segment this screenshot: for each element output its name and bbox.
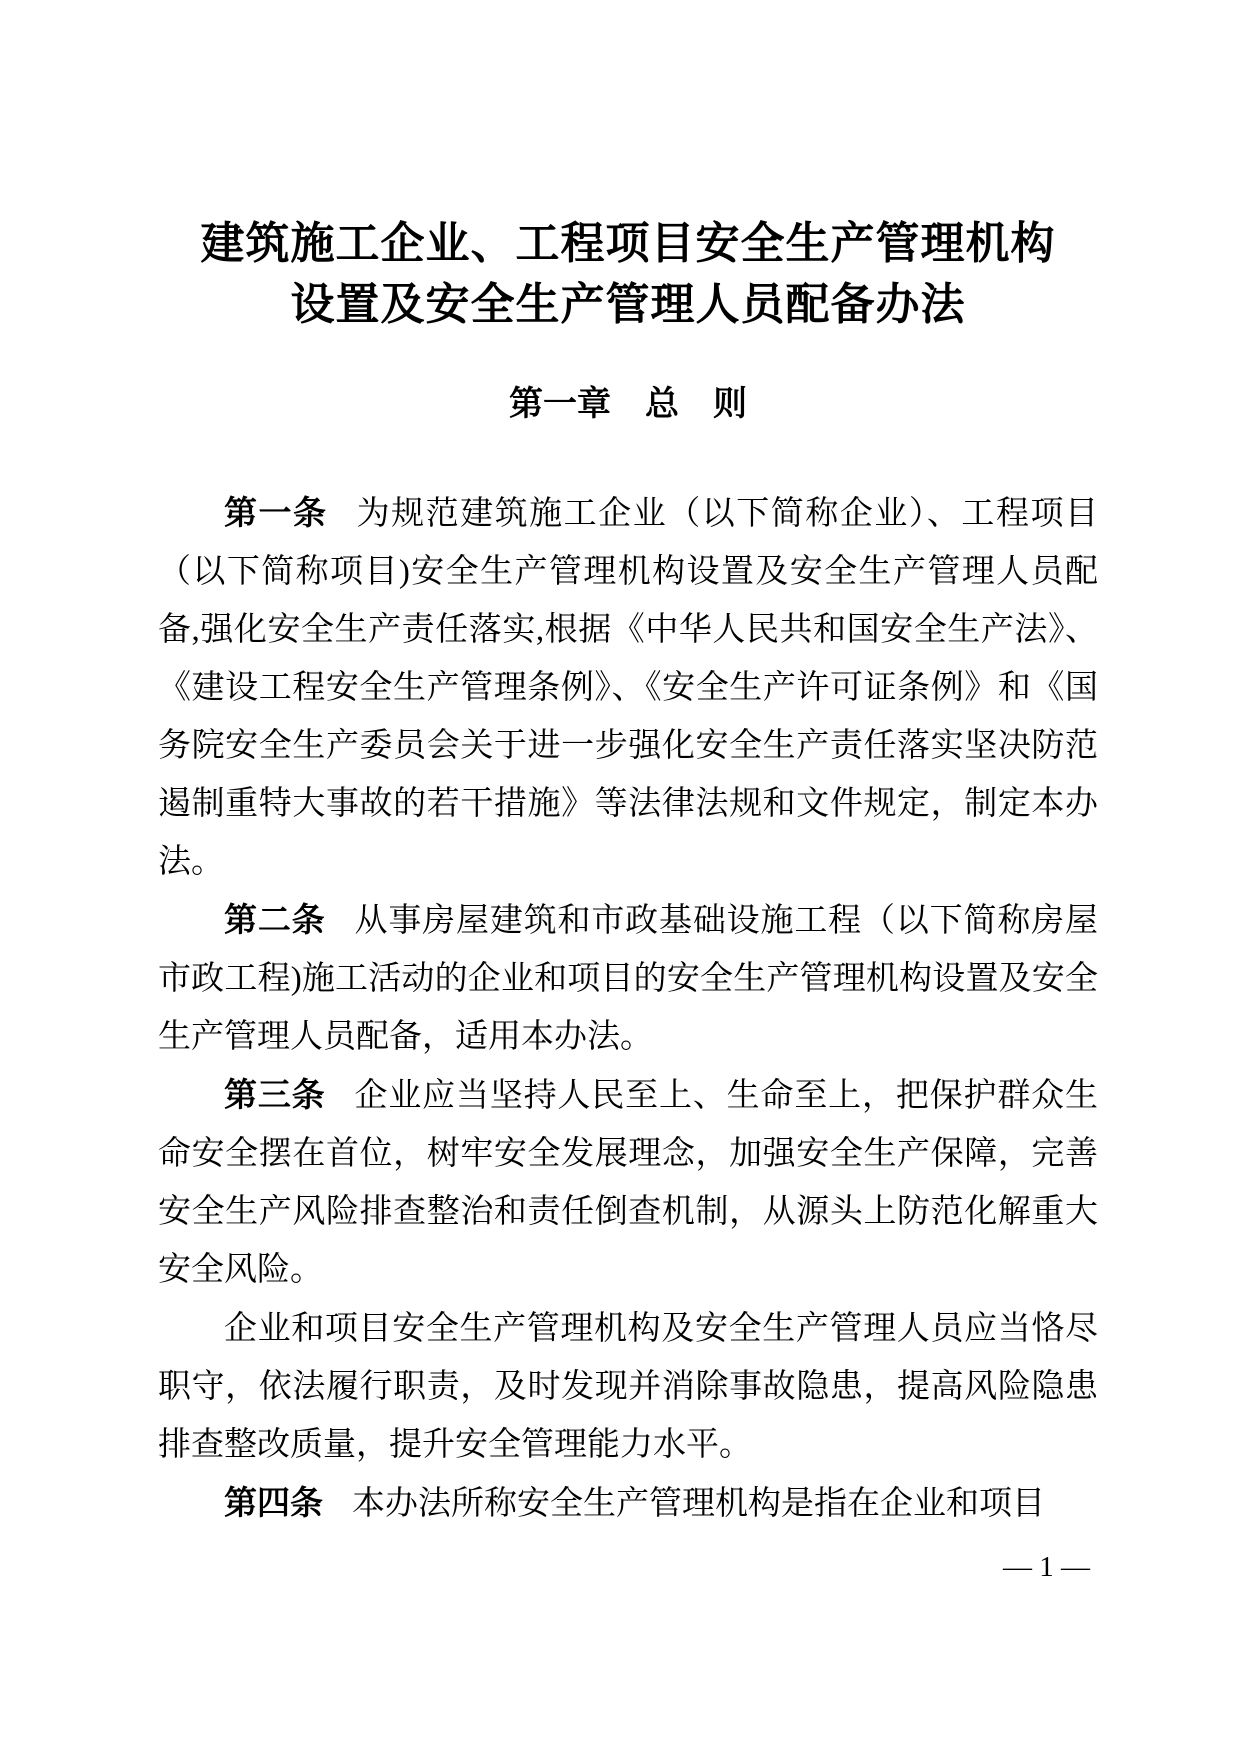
article-2-number: 第二条	[224, 900, 326, 939]
article-3-text: 企业应当坚持人民至上、生命至上，把保护群众生命安全摆在首位，树牢安全发展理念，加强安全生产保障，完善安全生产风险排查整治和责任倒查机制，从源头上防范化解重大安全风险。	[158, 1078, 1098, 1288]
article-1-paragraph	[158, 484, 1098, 891]
chapter-heading: 第一章 总 则	[509, 384, 747, 424]
document-title-line2: 设置及安全生产管理人员配备办法	[290, 279, 966, 330]
article-3-continuation-paragraph	[158, 1299, 1098, 1474]
article-4-paragraph	[158, 1474, 1098, 1533]
document-body	[158, 484, 1098, 1533]
article-3-paragraph	[158, 1066, 1098, 1299]
article-4-text: 本办法所称安全生产管理机构是指在企业和项目	[352, 1486, 1045, 1522]
article-4-number: 第四条	[224, 1483, 323, 1522]
article-1-text: 为规范建筑施工企业（以下简称企业）、工程项目（以下简称项目)安全生产管理机构设置及安全生产管理人员配备,强化安全生产责任落实,根据《中华人民共和国安全生产法》、《建设工程安全生产管理条例》、《安全生产许可证条例》和《国务院安全生产委员会关于进一步强化安全生产责任落实坚决防范遏制重特大事故的若干措施》等法律法规和文件规定，制定本办法。	[158, 496, 1098, 880]
article-3-continuation-text: 企业和项目安全生产管理机构及安全生产管理人员应当恪尽职守，依法履行职责，及时发现并消除事故隐患，提高风险隐患排查整改质量，提升安全管理能力水平。	[158, 1311, 1098, 1463]
page-number: — 1 —	[1003, 1551, 1090, 1583]
article-3-number: 第三条	[224, 1075, 326, 1114]
document-title-line1: 建筑施工企业、工程项目安全生产管理机构	[200, 218, 1056, 269]
article-2-paragraph	[158, 891, 1098, 1066]
article-2-text: 从事房屋建筑和市政基础设施工程（以下简称房屋市政工程)施工活动的企业和项目的安全生产管理机构设置及安全生产管理人员配备，适用本办法。	[158, 903, 1098, 1055]
document-title	[158, 213, 1098, 335]
article-1-number: 第一条	[224, 493, 328, 532]
